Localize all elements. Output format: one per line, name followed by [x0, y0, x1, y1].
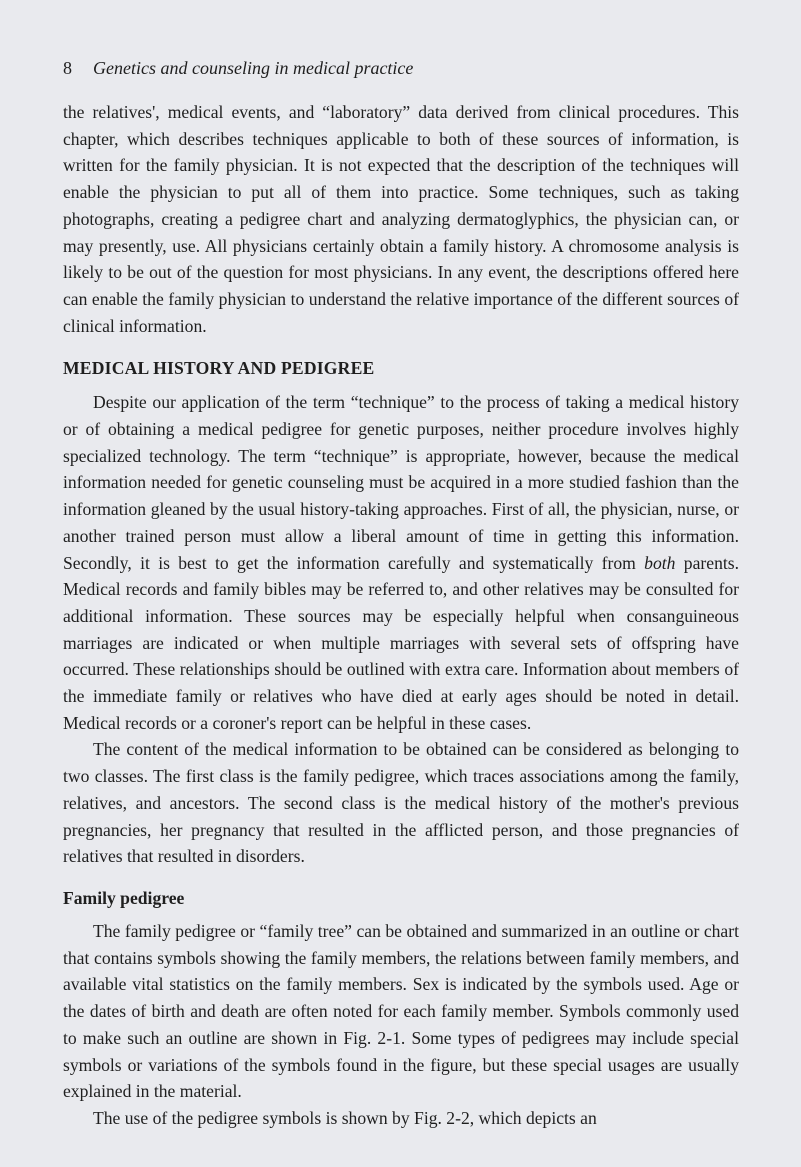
running-title: Genetics and counseling in medical practice	[93, 58, 414, 78]
subsection-heading: Family pedigree	[63, 887, 185, 908]
section-paragraph-1-part-b: parents. Medical records and family bibles may be referred to, and other relatives may be consulted for additional information. These sources may be especially helpful when consanguineous marriages are indicated or when multiple marriages with several sets of offspring have occurred. These relationships should be outlined with extra care. Information about members of the immediate family or relatives who have died at early ages should be noted in detail. Medical records or a coroner's report can be helpful in these cases.	[63, 552, 739, 733]
section-heading: MEDICAL HISTORY AND PEDIGREE	[63, 358, 375, 379]
page-number: 8	[63, 58, 72, 78]
section-paragraph-1	[63, 389, 739, 736]
section-paragraph-1-part-a: Despite our application of the term “technique” to the process of taking a medical history or of obtaining a medical pedigree for genetic purposes, neither procedure involves highly specialized technology. The term “technique” is appropriate, however, because the medical information needed for genetic counseling must be acquired in a more studied fashion than the information gleaned by the usual history-taking approaches. First of all, the physician, nurse, or another trained person must allow a liberal amount of time in getting this information. Secondly, it is best to get the information carefully and systematically from	[63, 392, 739, 573]
section-paragraph-1-emphasis: both	[644, 552, 676, 573]
intro-paragraph: the relatives', medical events, and “laboratory” data derived from clinical procedures. This chapter, which describes techniques applicable to both of these sources of information, is written for the family physician. It is not expected that the description of the techniques will enable the physician to put all of them into practice. Some techniques, such as taking photographs, creating a pedigree chart and analyzing dermatoglyphics, the physician can, or may presently, use. All physicians certainly obtain a family history. A chromosome analysis is likely to be out of the question for most physicians. In any event, the descriptions offered here can enable the family physician to understand the relative importance of the different sources of clinical information.	[63, 102, 739, 336]
subsection-paragraph-2: The use of the pedigree symbols is shown by Fig. 2-2, which depicts an	[93, 1107, 597, 1128]
section-paragraph-2: The content of the medical information to be obtained can be considered as belonging to two classes. The first class is the family pedigree, which traces associations among the family, relatives, and ancestors. The second class is the medical history of the mother's previous pregnancies, her pregnancy that resulted in the afflicted person, and those pregnancies of relatives that resulted in disorders.	[63, 739, 739, 867]
running-head	[63, 57, 739, 79]
subsection-paragraph-1: The family pedigree or “family tree” can be obtained and summarized in an outline or chart that contains symbols showing the family members, the relations between family members, and available vital statistics on the family members. Sex is indicated by the symbols used. Age or the dates of birth and death are often noted for each family member. Symbols commonly used to make such an outline are shown in Fig. 2-1. Some types of pedigrees may include special symbols or variations of the symbols found in the figure, but these special usages are usually explained in the material.	[63, 920, 739, 1102]
